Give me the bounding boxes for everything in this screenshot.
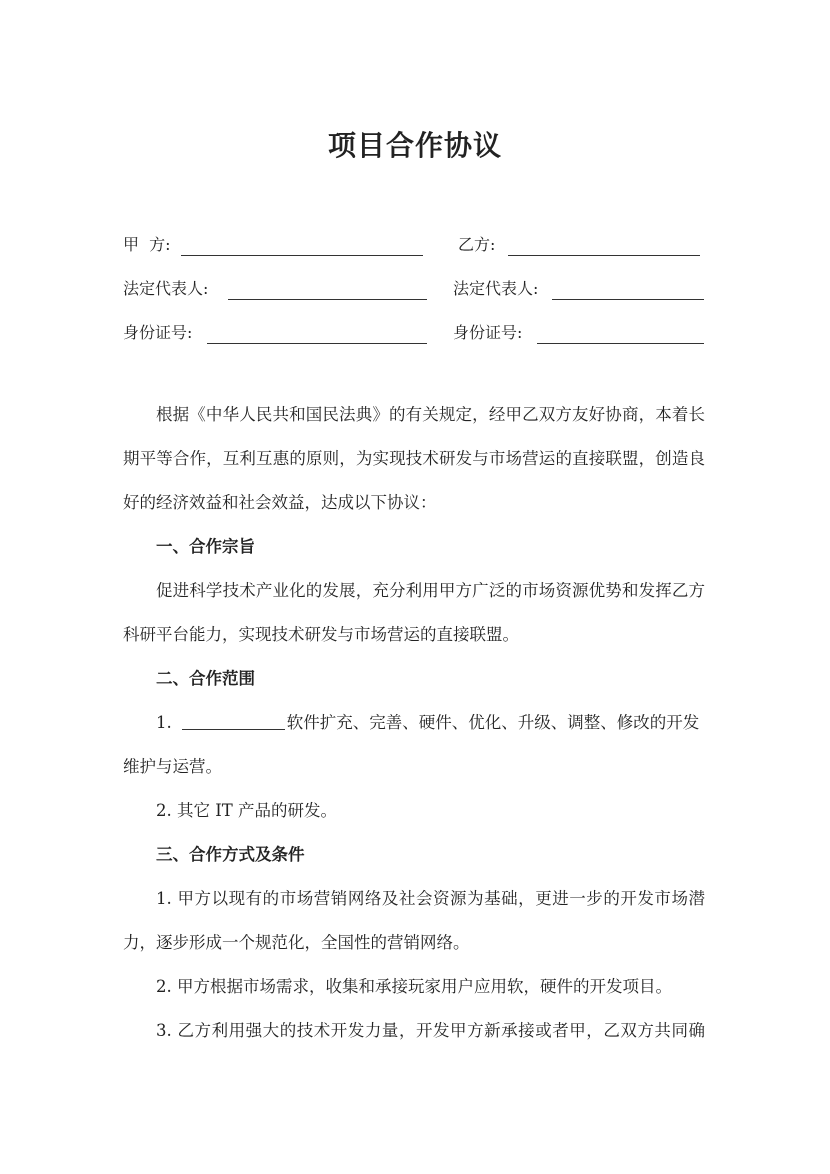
section-heading: 三、合作方式及条件	[156, 845, 305, 864]
party-b-label: 乙方:	[458, 235, 496, 254]
party-a-label: 甲 方:	[123, 235, 171, 254]
scope-item-2: 2. 其它 IT 产品的研发。	[156, 801, 338, 820]
scope-blank[interactable]	[182, 711, 285, 730]
section-text: 科研平台能力，实现技术研发与市场营运的直接联盟。	[123, 625, 519, 644]
intro-line: 根据《中华人民共和国民法典》的有关规定，经甲乙双方友好协商，本着长	[156, 405, 705, 424]
id-a-label: 身份证号:	[123, 323, 193, 342]
rep-b-label: 法定代表人:	[453, 279, 539, 298]
id-b-blank[interactable]	[537, 343, 704, 344]
id-b-label: 身份证号:	[453, 323, 523, 342]
party-b-blank[interactable]	[508, 255, 700, 256]
term-item-1: 1. 甲方以现有的市场营销网络及社会资源为基础，更进一步的开发市场潜	[156, 889, 705, 908]
document-title: 项目合作协议	[327, 129, 502, 162]
section-heading: 一、合作宗旨	[156, 537, 255, 556]
item-text: 软件扩充、完善、硬件、优化、升级、调整、修改的开发	[286, 713, 700, 732]
rep-a-label: 法定代表人:	[123, 279, 209, 298]
intro-line: 期平等合作，互利互惠的原则，为实现技术研发与市场营运的直接联盟，创造良	[123, 449, 705, 468]
rep-b-blank[interactable]	[552, 299, 704, 300]
rep-a-blank[interactable]	[228, 299, 427, 300]
section-heading: 二、合作范围	[156, 669, 255, 688]
term-item-2: 2. 甲方根据市场需求，收集和承接玩家用户应用软，硬件的开发项目。	[156, 977, 672, 996]
term-item-1-cont: 力，逐步形成一个规范化，全国性的营销网络。	[123, 933, 470, 952]
scope-item-1	[156, 711, 705, 735]
intro-line: 好的经济效益和社会效益，达成以下协议：	[123, 493, 437, 512]
item-number: 1.	[156, 713, 172, 732]
scope-item-1-cont: 维护与运营。	[123, 757, 222, 776]
id-a-blank[interactable]	[207, 343, 427, 344]
section-text: 促进科学技术产业化的发展，充分利用甲方广泛的市场资源优势和发挥乙方	[156, 581, 705, 600]
term-item-3: 3. 乙方利用强大的技术开发力量，开发甲方新承接或者甲，乙双方共同确	[156, 1021, 705, 1040]
party-a-blank[interactable]	[181, 255, 423, 256]
